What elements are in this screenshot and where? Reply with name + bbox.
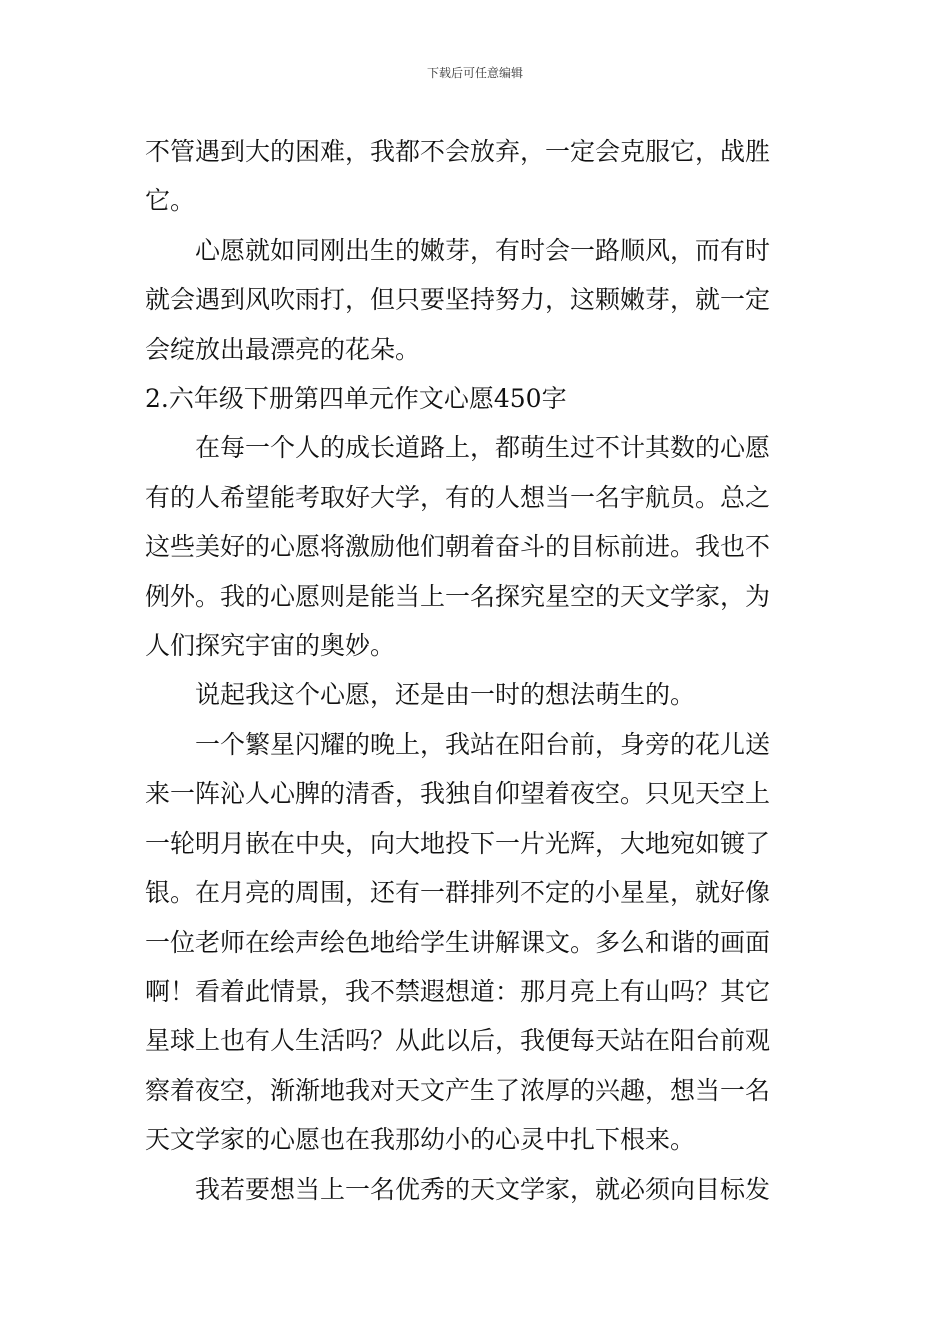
text-line: 这些美好的心愿将激励他们朝着奋斗的目标前进。我也不 bbox=[145, 532, 771, 562]
paragraph bbox=[145, 423, 815, 670]
text-line: 2.六年级下册第四单元作文心愿450字 bbox=[145, 384, 567, 414]
document-body bbox=[145, 127, 815, 1214]
text-line: 一位老师在绘声绘色地给学生讲解课文。多么和谐的画面 bbox=[145, 927, 771, 957]
section-heading bbox=[145, 374, 815, 423]
text-line: 说起我这个心愿，还是由一时的想法萌生的。 bbox=[195, 680, 696, 710]
text-line: 星球上也有人生活吗？从此以后，我便每天站在阳台前观 bbox=[145, 1026, 771, 1056]
text-line: 心愿就如同刚出生的嫩芽，有时会一路顺风，而有时 bbox=[195, 235, 771, 265]
paragraph bbox=[145, 1165, 815, 1214]
text-line: 银。在月亮的周围，还有一群排列不定的小星星，就好像 bbox=[145, 878, 771, 908]
text-line: 有的人希望能考取好大学，有的人想当一名宇航员。总之 bbox=[145, 482, 771, 512]
text-line: 啊！看着此情景，我不禁遐想道：那月亮上有山吗？其它 bbox=[145, 976, 771, 1006]
text-line: 就会遇到风吹雨打，但只要坚持努力，这颗嫩芽，就一定 bbox=[145, 285, 771, 315]
page-header: 下载后可任意编辑 bbox=[426, 66, 523, 80]
text-line: 会绽放出最漂亮的花朵。 bbox=[145, 334, 421, 364]
text-line: 一个繁星闪耀的晚上，我站在阳台前，身旁的花儿送 bbox=[195, 729, 771, 759]
text-line: 天文学家的心愿也在我那幼小的心灵中扎下根来。 bbox=[145, 1125, 696, 1155]
text-line: 我若要想当上一名优秀的天文学家，就必须向目标发 bbox=[195, 1174, 771, 1204]
text-line: 一轮明月嵌在中央，向大地投下一片光辉，大地宛如镀了 bbox=[145, 828, 771, 858]
paragraph bbox=[145, 670, 815, 719]
text-line: 它。 bbox=[145, 186, 196, 216]
text-line: 不管遇到大的困难，我都不会放弃，一定会克服它，战胜 bbox=[145, 137, 771, 166]
text-line: 例外。我的心愿则是能当上一名探究星空的天文学家，为 bbox=[145, 581, 771, 611]
text-line: 来一阵沁人心脾的清香，我独自仰望着夜空。只见天空上 bbox=[145, 779, 771, 809]
text-line: 在每一个人的成长道路上，都萌生过不计其数的心愿 bbox=[195, 433, 771, 463]
paragraph bbox=[145, 127, 815, 226]
paragraph bbox=[145, 226, 815, 374]
text-line: 人们探究宇宙的奥妙。 bbox=[145, 631, 396, 661]
text-line: 察着夜空，渐渐地我对天文产生了浓厚的兴趣，想当一名 bbox=[145, 1075, 771, 1105]
paragraph bbox=[145, 720, 815, 1165]
